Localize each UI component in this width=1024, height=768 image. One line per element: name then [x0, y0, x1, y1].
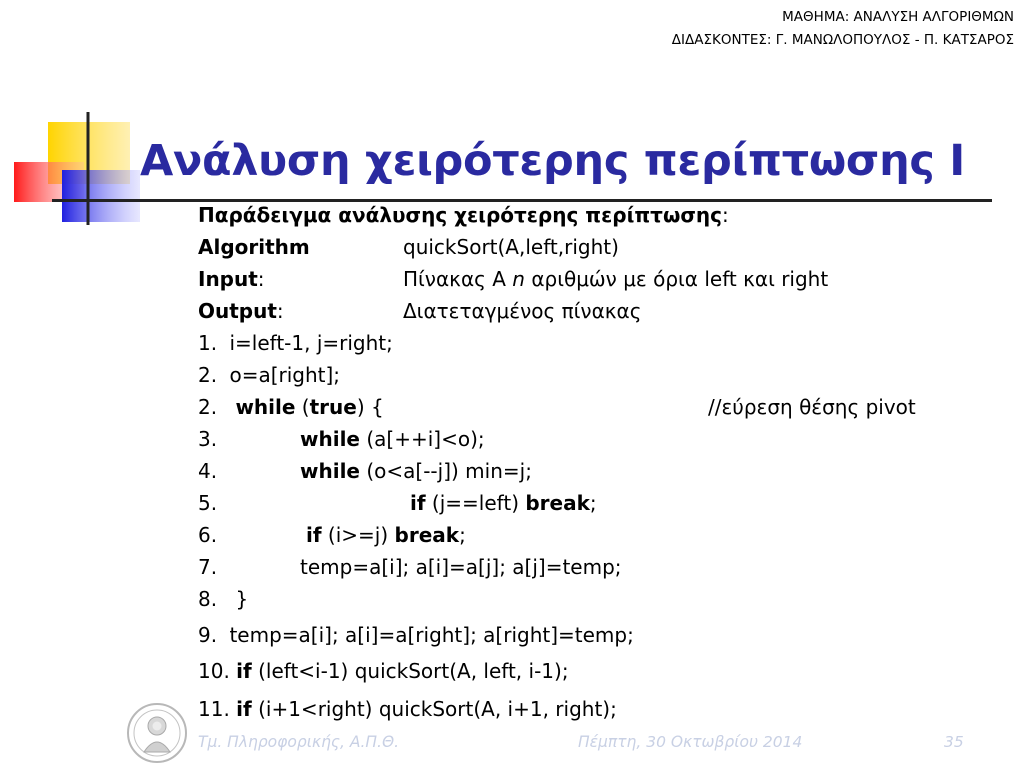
- code-line: [198, 363, 340, 387]
- code-line: [198, 523, 217, 547]
- input-value-row: [403, 267, 828, 291]
- line-code: }: [235, 587, 249, 611]
- algorithm-value-row: [403, 235, 619, 259]
- input-colon: :: [257, 267, 265, 291]
- university-seal-icon: [126, 702, 188, 764]
- line-number: 10.: [198, 659, 230, 683]
- code-line-body: [300, 555, 622, 579]
- line-code: (o<a[--j]) min=j;: [360, 459, 532, 483]
- input-value-post: αριθμών με όρια left και right: [524, 267, 829, 291]
- line-number: 8.: [198, 587, 218, 611]
- output-value: Διατεταγμένος πίνακας: [403, 299, 642, 323]
- line-code: temp=a[i]; a[i]=a[right]; a[right]=temp;: [229, 623, 634, 647]
- course-name: ΜΑΘΗΜΑ: ΑΝΑΛΥΣΗ ΑΛΓΟΡΙΘΜΩΝ: [782, 9, 1014, 25]
- line-code: (left<i-1) quickSort(A, left, i-1);: [251, 659, 569, 683]
- code-line: [198, 427, 217, 451]
- keyword-break: break: [394, 523, 460, 547]
- example-heading: Παράδειγμα ανάλυσης χειρότερης περίπτωσης: [198, 203, 722, 227]
- example-heading-colon: :: [722, 203, 729, 227]
- instructors: ΔΙΔΑΣΚΟΝΤΕΣ: Γ. ΜΑΝΩΛΟΠΟΥΛΟΣ - Π. ΚΑΤΣΑΡΟΣ: [671, 32, 1014, 48]
- output-colon: :: [276, 299, 284, 323]
- line-number: 1.: [198, 331, 218, 355]
- code-line: [198, 331, 393, 355]
- footer-department: Τμ. Πληροφορικής, Α.Π.Θ.: [198, 733, 400, 751]
- slide-title: Ανάλυση χειρότερης περίπτωσης Ι: [140, 136, 965, 186]
- input-row: [198, 267, 265, 291]
- line-number: 11.: [198, 697, 230, 721]
- keyword-break: break: [525, 491, 590, 515]
- line-number: 7.: [198, 555, 218, 579]
- keyword-if: if: [236, 697, 252, 721]
- code-line: [198, 697, 617, 721]
- line-code: temp=a[i]; a[i]=a[j]; a[j]=temp;: [300, 555, 622, 579]
- code-line-body: [300, 459, 532, 483]
- input-value-n: n: [512, 267, 525, 291]
- line-code: (a[++i]<o);: [360, 427, 485, 451]
- line-number: 2.: [198, 395, 218, 419]
- title-divider: [52, 199, 992, 202]
- output-row: [198, 299, 284, 323]
- keyword-true: true: [309, 395, 357, 419]
- keyword-if: if: [306, 523, 322, 547]
- line-code: ;: [459, 523, 466, 547]
- code-line-body: [306, 523, 466, 547]
- line-code: ) {: [356, 395, 384, 419]
- line-number: 6.: [198, 523, 218, 547]
- algorithm-value: quickSort(A,left,right): [403, 235, 619, 259]
- code-line-body: [410, 491, 597, 515]
- line-number: 4.: [198, 459, 218, 483]
- output-label: Output: [198, 299, 277, 323]
- line-number: 9.: [198, 623, 218, 647]
- code-line-body: [300, 427, 485, 451]
- input-label: Input: [198, 267, 258, 291]
- keyword-if: if: [410, 491, 426, 515]
- line-number: 3.: [198, 427, 218, 451]
- line-code: (i+1<right) quickSort(A, i+1, right);: [251, 697, 617, 721]
- line-number: 2.: [198, 363, 218, 387]
- line-code: (j==left): [425, 491, 526, 515]
- decorative-squares: [0, 0, 150, 240]
- algorithm-label: Algorithm: [198, 235, 310, 259]
- blue-square: [62, 170, 140, 222]
- code-line: [198, 659, 569, 683]
- line-code: i=left-1, j=right;: [229, 331, 393, 355]
- line-code: o=a[right];: [229, 363, 341, 387]
- output-value-row: [403, 299, 641, 323]
- code-comment: //εύρεση θέσης pivot: [708, 395, 916, 419]
- example-heading-row: [198, 203, 729, 227]
- code-comment-row: [708, 395, 916, 419]
- footer-page-number: 35: [944, 733, 964, 751]
- keyword-while: while: [300, 427, 360, 451]
- keyword-while: while: [300, 459, 360, 483]
- keyword-while: while: [235, 395, 296, 419]
- code-line: [198, 395, 384, 419]
- code-line: [198, 491, 217, 515]
- input-value-pre: Πίνακας Α: [403, 267, 513, 291]
- code-line: [198, 587, 248, 611]
- algorithm-row: [198, 235, 310, 259]
- line-code: (: [295, 395, 310, 419]
- code-line: [198, 459, 217, 483]
- keyword-if: if: [236, 659, 252, 683]
- code-line: [198, 623, 634, 647]
- line-code: (i>=j): [321, 523, 395, 547]
- line-code: ;: [589, 491, 597, 515]
- line-number: 5.: [198, 491, 218, 515]
- code-line: [198, 555, 217, 579]
- footer-date: Πέμπτη, 30 Οκτωβρίου 2014: [578, 733, 803, 751]
- slide-header: [672, 6, 1014, 52]
